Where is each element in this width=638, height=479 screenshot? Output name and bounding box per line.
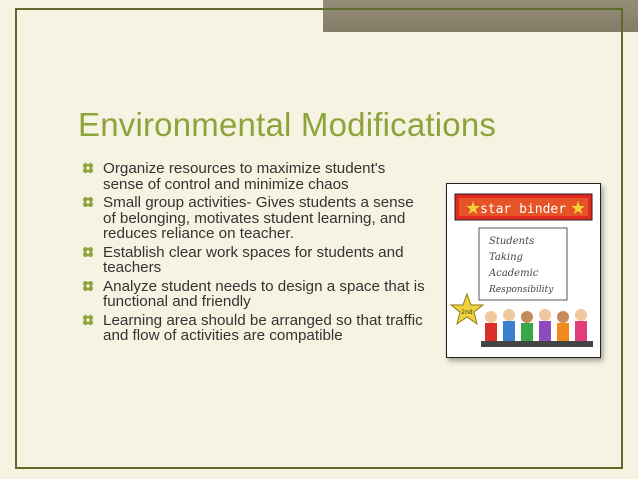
star-binder-illustration bbox=[447, 184, 600, 357]
bullet-list bbox=[82, 161, 427, 347]
star-binder-image bbox=[446, 183, 601, 358]
quatrefoil-bullet-icon bbox=[82, 246, 94, 258]
acrostic-line: Taking bbox=[489, 252, 523, 263]
quatrefoil-bullet-icon bbox=[82, 162, 94, 174]
acrostic-line: Academic bbox=[489, 268, 539, 279]
bullet-item bbox=[82, 279, 427, 310]
quatrefoil-bullet-icon bbox=[82, 196, 94, 208]
bullet-text: Learning area should be arranged so that traffic and flow of activities are compatible bbox=[103, 311, 423, 344]
badge-text: 2nd bbox=[461, 309, 473, 316]
star-banner-icon: ★ bbox=[465, 198, 482, 219]
kids-illustration bbox=[481, 309, 593, 347]
star-banner-icon: ★ bbox=[570, 198, 587, 219]
bullet-item bbox=[82, 195, 427, 242]
acrostic-line: Students bbox=[489, 236, 535, 247]
bullet-item bbox=[82, 245, 427, 276]
bullet-item bbox=[82, 161, 427, 192]
slide-title: Environmental Modifications bbox=[78, 106, 497, 143]
quatrefoil-bullet-icon bbox=[82, 314, 94, 326]
bullet-text: Organize resources to maximize student's sense of control and minimize chaos bbox=[103, 160, 386, 193]
bullet-item bbox=[82, 313, 427, 344]
quatrefoil-bullet-icon bbox=[82, 280, 94, 292]
acrostic-line: Responsibility bbox=[489, 285, 554, 295]
bullet-text: Establish clear work spaces for students and teachers bbox=[103, 243, 404, 276]
banner-text: star binder bbox=[479, 202, 567, 217]
bullet-text: Small group activities- Gives students a sense of belonging, motivates student learning, and reduces reliance on teacher. bbox=[103, 194, 414, 242]
bullet-text: Analyze student needs to design a space that is functional and friendly bbox=[103, 277, 425, 310]
